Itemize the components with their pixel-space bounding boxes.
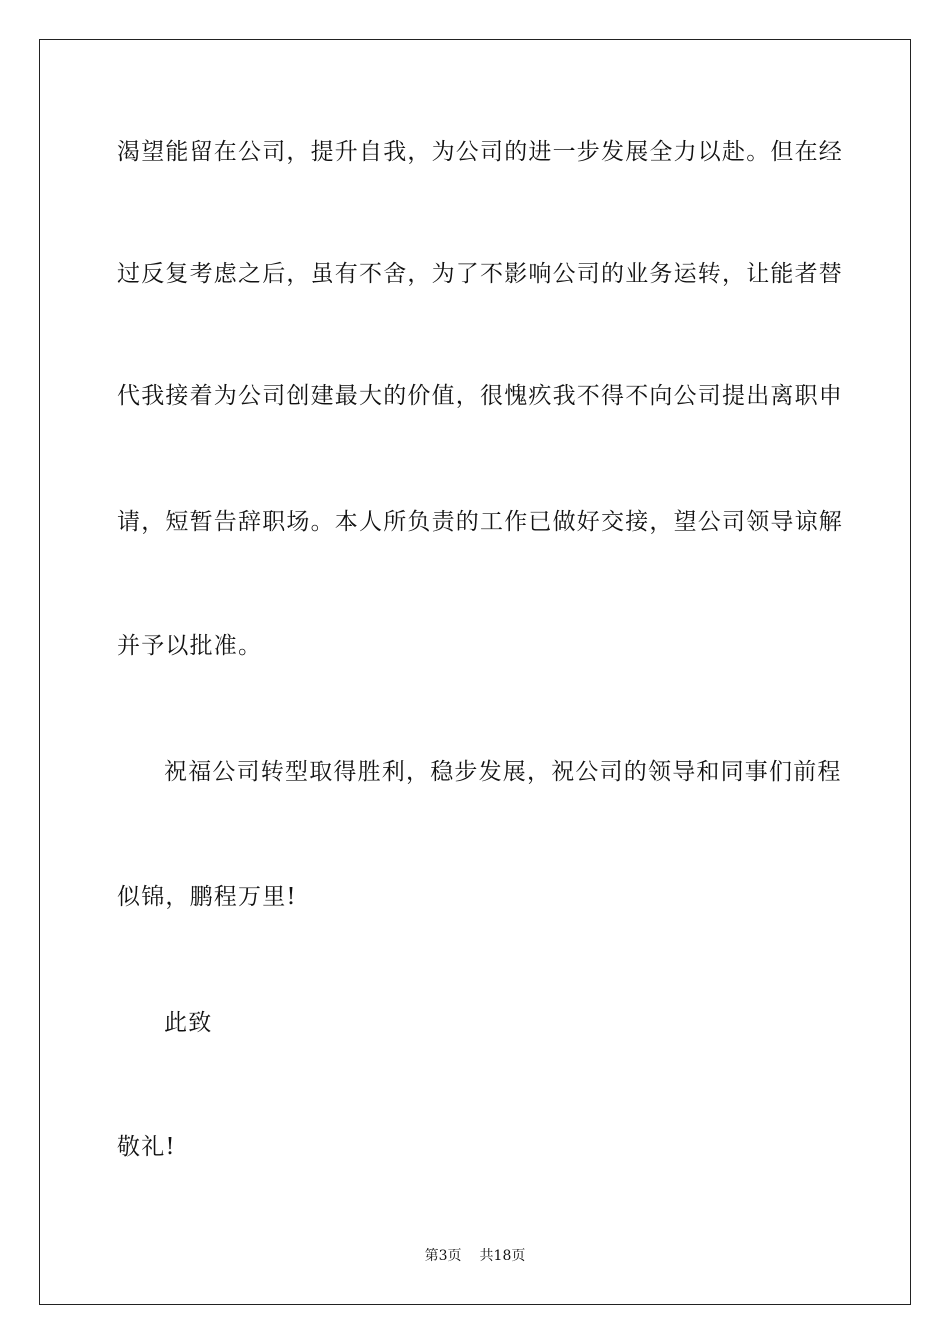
body-line-1: 渴望能留在公司，提升自我，为公司的进一步发展全力以赴。但在经 <box>117 139 843 165</box>
page-number: 第3页 <box>424 1248 462 1264</box>
page-total: 共18页 <box>479 1248 526 1264</box>
body-line-4: 请，短暂告辞职场。本人所负责的工作已做好交接，望公司领导谅解 <box>117 509 843 535</box>
closing-regards: 敬礼! <box>117 1134 176 1160</box>
page-footer <box>0 1246 950 1266</box>
body-line-2: 过反复考虑之后，虽有不舍，为了不影响公司的业务运转，让能者替 <box>117 261 843 287</box>
body-line-3: 代我接着为公司创建最大的价值，很愧疚我不得不向公司提出离职申 <box>117 383 843 409</box>
page-frame <box>39 39 911 1305</box>
body-line-5: 并予以批准。 <box>117 633 263 659</box>
body-line-7: 似锦，鹏程万里! <box>117 884 297 910</box>
closing-salutation: 此致 <box>164 1010 213 1036</box>
body-line-6: 祝福公司转型取得胜利，稳步发展，祝公司的领导和同事们前程 <box>164 759 842 785</box>
